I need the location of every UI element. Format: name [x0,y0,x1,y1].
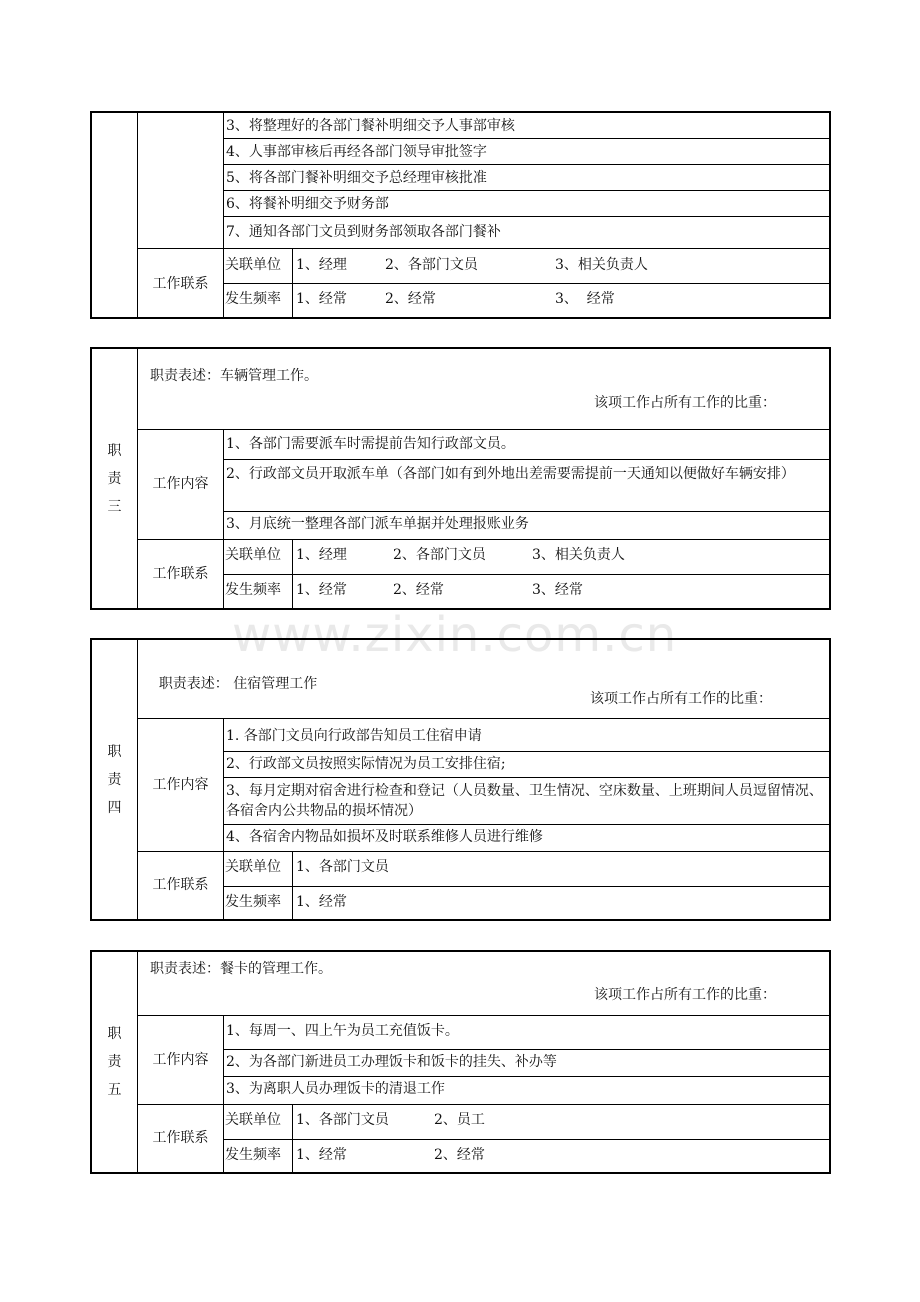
related-units-label: 关联单位 [225,1112,281,1128]
frequency-value: 2、经常 [385,291,436,307]
watermark: www.zixin.com.cn [232,607,678,663]
duty-description [150,367,318,386]
content-item: 2、为各部门新进员工办理饭卡和饭卡的挂失、补办等 [226,1054,557,1070]
frequency-value: 2、经常 [393,582,444,598]
description-prefix: 职责表述： [150,961,220,977]
related-unit: 1、经理 [296,547,347,563]
related-unit: 1、各部门文员 [296,1112,389,1128]
frequency-label: 发生频率 [225,291,281,307]
duty-title-char: 职 [107,442,122,459]
related-units-label: 关联单位 [225,859,281,875]
duty-title-char: 三 [107,498,122,515]
content-item: 3、月底统一整理各部门派车单据并处理报账业务 [226,516,529,532]
frequency-value: 2、经常 [434,1147,485,1163]
content-item: 3、将整理好的各部门餐补明细交予人事部审核 [226,118,515,134]
work-contact-label: 工作联系 [152,1130,209,1146]
related-units-label: 关联单位 [225,547,281,563]
content-item: 3、为离职人员办理饭卡的清退工作 [226,1081,445,1097]
related-unit: 2、员工 [434,1112,485,1128]
related-units-values [296,546,826,565]
duty-table-2-continued [90,111,831,319]
duty-title [92,952,137,1172]
content-item: 2、行政部文员按照实际情况为员工安排住宿; [226,756,506,772]
duty-title-char: 职 [107,743,122,760]
related-unit: 2、各部门文员 [385,257,478,273]
frequency-value: 3、经常 [532,582,583,598]
duty-title-char: 四 [107,799,122,816]
duty-title-char: 五 [107,1082,122,1098]
work-contact-label: 工作联系 [152,565,209,582]
description-text: 车辆管理工作。 [220,368,318,384]
frequency-label: 发生频率 [225,894,281,910]
duty-description [150,960,332,979]
work-content-label: 工作内容 [152,476,209,492]
related-unit: 1、经理 [296,257,347,273]
work-content-label: 工作内容 [152,776,209,793]
duty-title-char: 责 [107,470,122,487]
description-text: 餐卡的管理工作。 [220,961,332,977]
related-unit: 1、各部门文员 [296,859,389,875]
frequency-values [296,581,826,600]
content-item: 1. 各部门文员向行政部告知员工住宿申请 [226,728,482,744]
work-weight-label: 该项工作占所有工作的比重： [590,691,772,707]
description-prefix: 职责表述： [150,368,220,384]
frequency-value: 1、经常 [296,291,347,307]
frequency-value: 1、经常 [296,582,347,598]
frequency-label: 发生频率 [225,582,281,598]
content-item: 7、通知各部门文员到财务部领取各部门餐补 [226,224,501,240]
duty-title [92,640,137,919]
frequency-value: 1、经常 [296,894,347,910]
description-prefix: 职责表述： [158,676,229,692]
content-item: 3、每月定期对宿舍进行检查和登记（人员数量、卫生情况、空床数量、上班期间人员逗留情况、各宿舍内公共物品的损坏情况） [226,783,823,819]
frequency-values [296,290,826,309]
frequency-value: 3、 经常 [555,291,615,307]
work-weight-label: 该项工作占所有工作的比重： [594,987,776,1003]
frequency-values [296,1146,826,1165]
related-units-label: 关联单位 [225,257,281,273]
duty-table-3 [90,347,831,610]
content-item: 4、人事部审核后再经各部门领导审批签字 [226,144,487,160]
description-text: 住宿管理工作 [228,676,318,692]
duty-table-4 [90,638,831,921]
frequency-value: 1、经常 [296,1147,347,1163]
work-weight-label: 该项工作占所有工作的比重： [594,395,776,411]
frequency-label: 发生频率 [225,1147,281,1163]
content-item: 1、每周一、四上午为员工充值饭卡。 [226,1023,459,1039]
content-item: 1、各部门需要派车时需提前告知行政部文员。 [226,436,515,452]
duty-description [141,656,317,713]
related-unit: 3、相关负责人 [532,547,625,563]
content-item: 6、将餐补明细交予财务部 [226,196,389,212]
work-contact-label: 工作联系 [152,877,209,893]
work-content-label: 工作内容 [152,1051,209,1068]
related-unit: 3、相关负责人 [555,257,648,273]
related-unit: 2、各部门文员 [393,547,486,563]
duty-title [92,349,137,608]
content-item: 4、各宿舍内物品如损坏及时联系维修人员进行维修 [226,829,543,845]
content-item: 5、将各部门餐补明细交予总经理审核批准 [226,170,487,186]
related-units-values [296,256,826,275]
duty-title-char: 职 [107,1026,122,1042]
duty-table-5 [90,950,831,1174]
work-contact-label: 工作联系 [152,275,209,292]
related-units-values [296,1111,826,1130]
duty-title-char: 责 [107,1054,122,1070]
duty-title-char: 责 [107,771,122,788]
content-item: 2、行政部文员开取派车单（各部门如有到外地出差需要需提前一天通知以便做好车辆安排） [226,466,795,482]
